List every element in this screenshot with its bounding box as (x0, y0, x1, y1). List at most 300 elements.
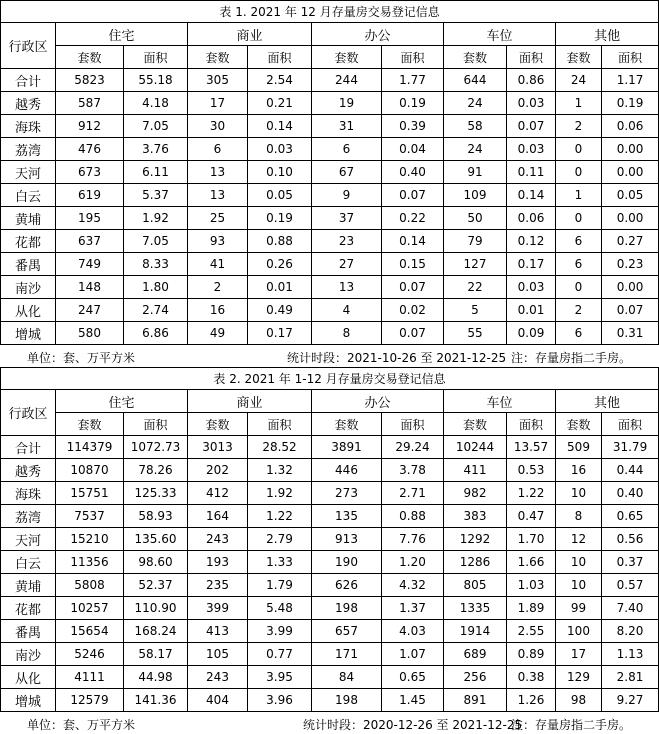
cell-count: 891 (444, 689, 507, 712)
cell-area: 0.11 (507, 161, 556, 184)
cell-area: 1.92 (248, 482, 312, 505)
cell-count: 509 (556, 436, 602, 459)
cell-count: 399 (188, 597, 248, 620)
table-row (1, 689, 659, 712)
cell-count: 13 (312, 276, 382, 299)
cell-area: 0.27 (602, 230, 659, 253)
cell-area: 1.32 (248, 459, 312, 482)
cell-area: 1.20 (382, 551, 444, 574)
cell-count: 689 (444, 643, 507, 666)
cell-count: 0 (556, 276, 602, 299)
cell-count: 15751 (56, 482, 124, 505)
cell-area: 0.03 (248, 138, 312, 161)
cell-count: 805 (444, 574, 507, 597)
category-header: 其他 (556, 23, 659, 46)
table-row (1, 436, 659, 459)
cell-area: 2.81 (602, 666, 659, 689)
cell-count: 91 (444, 161, 507, 184)
sub-header-count: 套数 (444, 46, 507, 69)
category-header: 办公 (312, 23, 444, 46)
cell-count: 17 (188, 92, 248, 115)
cell-area: 1072.73 (124, 436, 188, 459)
cell-count: 412 (188, 482, 248, 505)
definition-note: 注：存量房指二手房。 (511, 718, 632, 732)
cell-count: 10244 (444, 436, 507, 459)
row-area-label: 海珠 (1, 482, 56, 505)
cell-count: 2 (188, 276, 248, 299)
cell-area: 7.05 (124, 115, 188, 138)
cell-area: 3.78 (382, 459, 444, 482)
table-row (1, 666, 659, 689)
row-area-label: 南沙 (1, 643, 56, 666)
cell-area: 0.00 (602, 207, 659, 230)
cell-count: 619 (56, 184, 124, 207)
cell-count: 13 (188, 184, 248, 207)
cell-count: 243 (188, 528, 248, 551)
cell-count: 202 (188, 459, 248, 482)
cell-area: 0.06 (602, 115, 659, 138)
cell-count: 1 (556, 184, 602, 207)
cell-area: 98.60 (124, 551, 188, 574)
cell-area: 28.52 (248, 436, 312, 459)
cell-count: 5246 (56, 643, 124, 666)
cell-count: 1292 (444, 528, 507, 551)
cell-count: 109 (444, 184, 507, 207)
cell-count: 235 (188, 574, 248, 597)
cell-count: 0 (556, 161, 602, 184)
sub-header-area: 面积 (382, 46, 444, 69)
cell-count: 55 (444, 322, 507, 345)
cell-count: 273 (312, 482, 382, 505)
cell-count: 411 (444, 459, 507, 482)
cell-count: 100 (556, 620, 602, 643)
category-header: 商业 (188, 23, 312, 46)
cell-area: 0.57 (602, 574, 659, 597)
area-header: 行政区 (1, 390, 56, 436)
cell-count: 193 (188, 551, 248, 574)
category-header: 住宅 (56, 23, 188, 46)
sub-header-count: 套数 (444, 413, 507, 436)
category-header: 车位 (444, 23, 556, 46)
table-2 (0, 367, 659, 712)
cell-area: 1.37 (382, 597, 444, 620)
sub-header-area: 面积 (507, 46, 556, 69)
table-row (1, 528, 659, 551)
row-area-label: 从化 (1, 666, 56, 689)
cell-count: 0 (556, 207, 602, 230)
table-row (1, 459, 659, 482)
cell-area: 125.33 (124, 482, 188, 505)
cell-area: 7.05 (124, 230, 188, 253)
cell-area: 0.17 (248, 322, 312, 345)
row-area-label: 番禺 (1, 620, 56, 643)
cell-area: 135.60 (124, 528, 188, 551)
table-2-footer (0, 712, 659, 734)
cell-count: 79 (444, 230, 507, 253)
cell-area: 0.07 (507, 115, 556, 138)
cell-count: 58 (444, 115, 507, 138)
table-row (1, 299, 659, 322)
row-area-label: 黄埔 (1, 574, 56, 597)
cell-count: 10870 (56, 459, 124, 482)
row-area-label: 越秀 (1, 92, 56, 115)
cell-area: 1.17 (602, 69, 659, 92)
cell-count: 1914 (444, 620, 507, 643)
cell-count: 171 (312, 643, 382, 666)
table-row (1, 230, 659, 253)
row-area-label: 增城 (1, 322, 56, 345)
sub-header-count: 套数 (56, 413, 124, 436)
cell-area: 0.02 (382, 299, 444, 322)
cell-area: 9.27 (602, 689, 659, 712)
cell-area: 7.76 (382, 528, 444, 551)
cell-area: 1.22 (248, 505, 312, 528)
cell-count: 27 (312, 253, 382, 276)
cell-count: 127 (444, 253, 507, 276)
period-note: 统计时段：2021-10-26 至 2021-12-25 (287, 351, 507, 365)
row-area-label: 合计 (1, 69, 56, 92)
sub-header-area: 面积 (248, 46, 312, 69)
cell-count: 135 (312, 505, 382, 528)
cell-area: 1.77 (382, 69, 444, 92)
cell-area: 58.93 (124, 505, 188, 528)
cell-count: 5823 (56, 69, 124, 92)
cell-area: 31.79 (602, 436, 659, 459)
row-area-label: 花都 (1, 597, 56, 620)
cell-area: 44.98 (124, 666, 188, 689)
cell-count: 93 (188, 230, 248, 253)
cell-area: 0.38 (507, 666, 556, 689)
sub-header-count: 套数 (312, 413, 382, 436)
cell-count: 982 (444, 482, 507, 505)
cell-count: 15210 (56, 528, 124, 551)
table-row (1, 184, 659, 207)
row-area-label: 荔湾 (1, 138, 56, 161)
cell-area: 0.07 (382, 184, 444, 207)
row-area-label: 天河 (1, 161, 56, 184)
cell-area: 2.71 (382, 482, 444, 505)
cell-count: 19 (312, 92, 382, 115)
cell-area: 3.76 (124, 138, 188, 161)
cell-area: 1.66 (507, 551, 556, 574)
cell-area: 0.19 (382, 92, 444, 115)
cell-area: 6.86 (124, 322, 188, 345)
cell-count: 4 (312, 299, 382, 322)
sub-header-count: 套数 (556, 413, 602, 436)
sub-header-area: 面积 (602, 46, 659, 69)
row-area-label: 白云 (1, 184, 56, 207)
table-row (1, 597, 659, 620)
cell-count: 626 (312, 574, 382, 597)
table-row (1, 620, 659, 643)
cell-count: 587 (56, 92, 124, 115)
cell-area: 58.17 (124, 643, 188, 666)
cell-count: 17 (556, 643, 602, 666)
cell-count: 198 (312, 597, 382, 620)
cell-area: 0.23 (602, 253, 659, 276)
cell-area: 0.19 (602, 92, 659, 115)
cell-count: 8 (312, 322, 382, 345)
cell-area: 1.03 (507, 574, 556, 597)
row-area-label: 增城 (1, 689, 56, 712)
cell-count: 7537 (56, 505, 124, 528)
cell-count: 31 (312, 115, 382, 138)
cell-area: 0.88 (382, 505, 444, 528)
cell-count: 13 (188, 161, 248, 184)
cell-count: 10257 (56, 597, 124, 620)
cell-count: 243 (188, 666, 248, 689)
cell-count: 6 (556, 253, 602, 276)
table-row (1, 574, 659, 597)
cell-area: 2.79 (248, 528, 312, 551)
cell-area: 2.55 (507, 620, 556, 643)
unit-note: 单位：套、万平方米 (27, 351, 136, 365)
cell-count: 15654 (56, 620, 124, 643)
cell-count: 9 (312, 184, 382, 207)
cell-area: 0.07 (382, 322, 444, 345)
cell-area: 0.06 (507, 207, 556, 230)
cell-area: 3.95 (248, 666, 312, 689)
cell-count: 383 (444, 505, 507, 528)
cell-count: 404 (188, 689, 248, 712)
cell-count: 6 (556, 230, 602, 253)
cell-count: 1286 (444, 551, 507, 574)
cell-area: 0.12 (507, 230, 556, 253)
cell-count: 25 (188, 207, 248, 230)
row-area-label: 番禺 (1, 253, 56, 276)
cell-count: 247 (56, 299, 124, 322)
cell-count: 244 (312, 69, 382, 92)
cell-area: 78.26 (124, 459, 188, 482)
cell-area: 8.20 (602, 620, 659, 643)
cell-count: 6 (188, 138, 248, 161)
sub-header-count: 套数 (56, 46, 124, 69)
cell-count: 11356 (56, 551, 124, 574)
cell-count: 305 (188, 69, 248, 92)
cell-area: 0.03 (507, 92, 556, 115)
cell-area: 0.09 (507, 322, 556, 345)
cell-count: 50 (444, 207, 507, 230)
cell-count: 105 (188, 643, 248, 666)
cell-area: 0.65 (602, 505, 659, 528)
cell-area: 0.15 (382, 253, 444, 276)
sub-header-count: 套数 (188, 46, 248, 69)
cell-count: 644 (444, 69, 507, 92)
cell-area: 0.00 (602, 138, 659, 161)
cell-area: 0.26 (248, 253, 312, 276)
table-row (1, 253, 659, 276)
cell-count: 129 (556, 666, 602, 689)
category-header: 车位 (444, 390, 556, 413)
cell-area: 4.03 (382, 620, 444, 643)
cell-area: 1.45 (382, 689, 444, 712)
cell-count: 8 (556, 505, 602, 528)
cell-area: 1.33 (248, 551, 312, 574)
row-area-label: 白云 (1, 551, 56, 574)
cell-area: 0.86 (507, 69, 556, 92)
cell-area: 6.11 (124, 161, 188, 184)
cell-area: 0.17 (507, 253, 556, 276)
row-area-label: 黄埔 (1, 207, 56, 230)
cell-area: 1.80 (124, 276, 188, 299)
cell-count: 4111 (56, 666, 124, 689)
cell-count: 0 (556, 138, 602, 161)
table-row (1, 207, 659, 230)
cell-area: 0.19 (248, 207, 312, 230)
cell-count: 198 (312, 689, 382, 712)
cell-count: 10 (556, 551, 602, 574)
cell-area: 0.65 (382, 666, 444, 689)
cell-area: 1.79 (248, 574, 312, 597)
cell-area: 1.89 (507, 597, 556, 620)
cell-area: 8.33 (124, 253, 188, 276)
cell-count: 6 (556, 322, 602, 345)
cell-count: 190 (312, 551, 382, 574)
unit-note: 单位：套、万平方米 (27, 718, 136, 732)
cell-count: 195 (56, 207, 124, 230)
cell-area: 55.18 (124, 69, 188, 92)
row-area-label: 荔湾 (1, 505, 56, 528)
cell-area: 4.32 (382, 574, 444, 597)
cell-area: 0.49 (248, 299, 312, 322)
cell-count: 24 (444, 92, 507, 115)
cell-area: 0.88 (248, 230, 312, 253)
period-note: 统计时段：2020-12-26 至 2021-12-25 (303, 718, 523, 732)
sub-header-count: 套数 (188, 413, 248, 436)
cell-area: 168.24 (124, 620, 188, 643)
cell-area: 0.89 (507, 643, 556, 666)
cell-area: 0.00 (602, 161, 659, 184)
table-1-footer (0, 345, 659, 367)
cell-count: 2 (556, 299, 602, 322)
cell-count: 476 (56, 138, 124, 161)
table-row (1, 115, 659, 138)
table-row (1, 505, 659, 528)
cell-count: 98 (556, 689, 602, 712)
cell-count: 12 (556, 528, 602, 551)
cell-count: 148 (56, 276, 124, 299)
cell-count: 37 (312, 207, 382, 230)
cell-area: 141.36 (124, 689, 188, 712)
cell-count: 5808 (56, 574, 124, 597)
row-area-label: 合计 (1, 436, 56, 459)
cell-area: 2.74 (124, 299, 188, 322)
cell-area: 4.18 (124, 92, 188, 115)
cell-area: 0.40 (602, 482, 659, 505)
table-row (1, 482, 659, 505)
cell-area: 0.10 (248, 161, 312, 184)
cell-count: 673 (56, 161, 124, 184)
cell-area: 0.56 (602, 528, 659, 551)
cell-area: 5.48 (248, 597, 312, 620)
row-area-label: 从化 (1, 299, 56, 322)
table-row (1, 92, 659, 115)
cell-area: 0.14 (248, 115, 312, 138)
table-row (1, 276, 659, 299)
cell-area: 29.24 (382, 436, 444, 459)
cell-area: 2.54 (248, 69, 312, 92)
cell-count: 164 (188, 505, 248, 528)
cell-area: 0.37 (602, 551, 659, 574)
cell-area: 0.44 (602, 459, 659, 482)
cell-area: 0.07 (602, 299, 659, 322)
cell-area: 13.57 (507, 436, 556, 459)
cell-area: 0.40 (382, 161, 444, 184)
cell-count: 446 (312, 459, 382, 482)
cell-count: 3891 (312, 436, 382, 459)
cell-count: 637 (56, 230, 124, 253)
row-area-label: 海珠 (1, 115, 56, 138)
cell-area: 1.07 (382, 643, 444, 666)
table-2-title: 表 2. 2021 年 1-12 月存量房交易登记信息 (1, 368, 659, 390)
category-header: 住宅 (56, 390, 188, 413)
cell-area: 3.96 (248, 689, 312, 712)
cell-area: 5.37 (124, 184, 188, 207)
cell-area: 0.31 (602, 322, 659, 345)
cell-area: 52.37 (124, 574, 188, 597)
cell-area: 3.99 (248, 620, 312, 643)
cell-area: 7.40 (602, 597, 659, 620)
cell-count: 10 (556, 574, 602, 597)
sub-header-area: 面积 (382, 413, 444, 436)
cell-area: 1.22 (507, 482, 556, 505)
cell-count: 22 (444, 276, 507, 299)
row-area-label: 南沙 (1, 276, 56, 299)
cell-count: 24 (444, 138, 507, 161)
cell-area: 0.07 (382, 276, 444, 299)
cell-count: 10 (556, 482, 602, 505)
cell-count: 67 (312, 161, 382, 184)
cell-area: 0.77 (248, 643, 312, 666)
cell-count: 3013 (188, 436, 248, 459)
cell-count: 99 (556, 597, 602, 620)
row-area-label: 花都 (1, 230, 56, 253)
cell-area: 0.04 (382, 138, 444, 161)
cell-area: 0.01 (248, 276, 312, 299)
cell-area: 0.05 (602, 184, 659, 207)
table-row (1, 69, 659, 92)
table-row (1, 551, 659, 574)
cell-count: 114379 (56, 436, 124, 459)
row-area-label: 越秀 (1, 459, 56, 482)
category-header: 商业 (188, 390, 312, 413)
cell-area: 0.00 (602, 276, 659, 299)
cell-count: 913 (312, 528, 382, 551)
table-row (1, 643, 659, 666)
table-1 (0, 0, 659, 345)
cell-area: 0.14 (382, 230, 444, 253)
category-header: 办公 (312, 390, 444, 413)
sub-header-area: 面积 (507, 413, 556, 436)
cell-area: 110.90 (124, 597, 188, 620)
cell-count: 6 (312, 138, 382, 161)
cell-area: 0.47 (507, 505, 556, 528)
cell-count: 256 (444, 666, 507, 689)
cell-area: 0.03 (507, 276, 556, 299)
cell-count: 2 (556, 115, 602, 138)
sub-header-count: 套数 (312, 46, 382, 69)
cell-count: 16 (556, 459, 602, 482)
cell-area: 1.26 (507, 689, 556, 712)
cell-count: 12579 (56, 689, 124, 712)
cell-count: 413 (188, 620, 248, 643)
cell-area: 1.70 (507, 528, 556, 551)
table-row (1, 322, 659, 345)
cell-area: 0.14 (507, 184, 556, 207)
sub-header-area: 面积 (124, 413, 188, 436)
cell-area: 0.22 (382, 207, 444, 230)
cell-count: 30 (188, 115, 248, 138)
